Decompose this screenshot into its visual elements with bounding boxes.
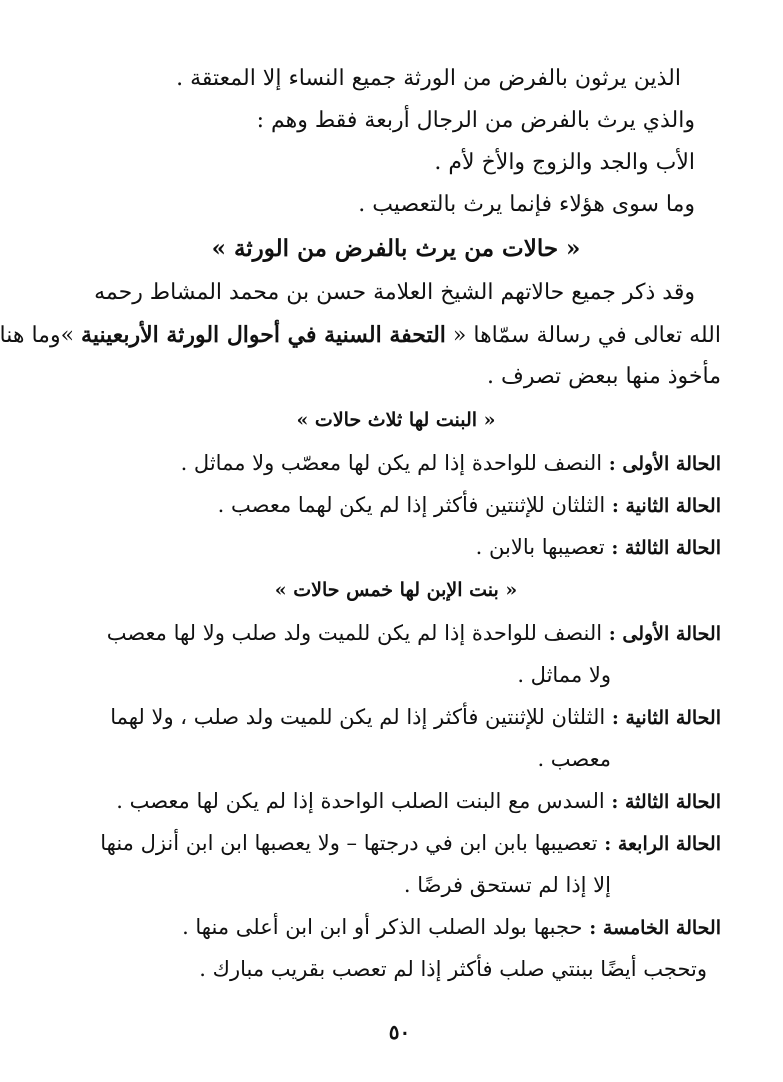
page-number: ٥٠ (388, 1020, 411, 1044)
son-daughter-case-4 (71, 822, 721, 864)
source-line-2-end: »وما هنا (0, 323, 82, 348)
case-label: الحالة الثالثة : (611, 791, 721, 813)
son-daughter-case-2 (71, 696, 721, 738)
case-label: الحالة الثالثة : (611, 537, 721, 559)
son-daughter-case-1-continued: ولا مماثل . (517, 663, 611, 687)
case-label: الحالة الثانية : (611, 707, 721, 729)
daughter-case-1 (71, 442, 721, 484)
case-label: الحالة الرابعة : (604, 833, 721, 855)
case-text: النصف للواحدة إذا لم يكن للميت ولد صلب ولا لها معصب (106, 621, 609, 645)
case-text: تعصيبها بالابن . (475, 535, 612, 559)
case-label: الحالة الثانية : (611, 495, 721, 517)
case-text: الثلثان للإثنتين فأكثر إذا لم يكن لهما معصب . (217, 493, 612, 517)
case-text: حجبها بولد الصلب الذكر أو ابن ابن أعلى منها . (182, 915, 590, 939)
son-daughter-case-5 (71, 906, 721, 948)
son-daughter-heading: « بنت الإبن لها خمس حالات » (274, 579, 518, 601)
son-daughter-case-4-continued: إلا إذا لم تستحق فرضًا . (403, 873, 611, 897)
daughter-case-2 (71, 484, 721, 526)
intro-line-3: الأب والجد والزوج والأخ لأم . (434, 150, 695, 175)
intro-line-2: والذي يرث بالفرض من الرجال أربعة فقط وهم : (256, 108, 695, 133)
book-title: التحفة السنية في أحوال الورثة الأربعينية (81, 322, 446, 348)
source-line-2 (0, 314, 721, 356)
page-body (0, 58, 721, 990)
son-daughter-case-1 (71, 612, 721, 654)
source-line-2-start: الله تعالى في رسالة سمّاها « (445, 323, 721, 348)
daughter-heading: « البنت لها ثلاث حالات » (296, 409, 496, 431)
daughter-case-3 (71, 526, 721, 568)
son-daughter-closing: وتحجب أيضًا ببنتي صلب فأكثر إذا لم تعصب بقريب مبارك . (199, 957, 707, 981)
case-text: النصف للواحدة إذا لم يكن لها معصّب ولا مماثل . (180, 451, 609, 475)
case-text: تعصيبها بابن ابن في درجتها – ولا يعصبها ابن ابن أنزل منها (100, 831, 605, 855)
case-label: الحالة الخامسة : (589, 917, 721, 939)
son-daughter-case-3 (71, 780, 721, 822)
case-text: السدس مع البنت الصلب الواحدة إذا لم يكن لها معصب . (116, 789, 612, 813)
source-line-3: مأخوذ منها ببعض تصرف . (487, 364, 721, 389)
case-label: الحالة الأولى : (608, 453, 721, 475)
case-label: الحالة الأولى : (608, 623, 721, 645)
source-line-1: وقد ذكر جميع حالاتهم الشيخ العلامة حسن بن محمد المشاط رحمه (94, 280, 695, 305)
case-text: الثلثان للإثنتين فأكثر إذا لم يكن للميت ولد صلب ، ولا لهما (110, 705, 612, 729)
intro-line-1: الذين يرثون بالفرض من الورثة جميع النساء إلا المعتقة . (176, 66, 681, 91)
son-daughter-case-2-continued: معصب . (537, 747, 611, 771)
section-heading: « حالات من يرث بالفرض من الورثة » (211, 235, 581, 262)
intro-line-4: وما سوى هؤلاء فإنما يرث بالتعصيب . (358, 192, 695, 217)
